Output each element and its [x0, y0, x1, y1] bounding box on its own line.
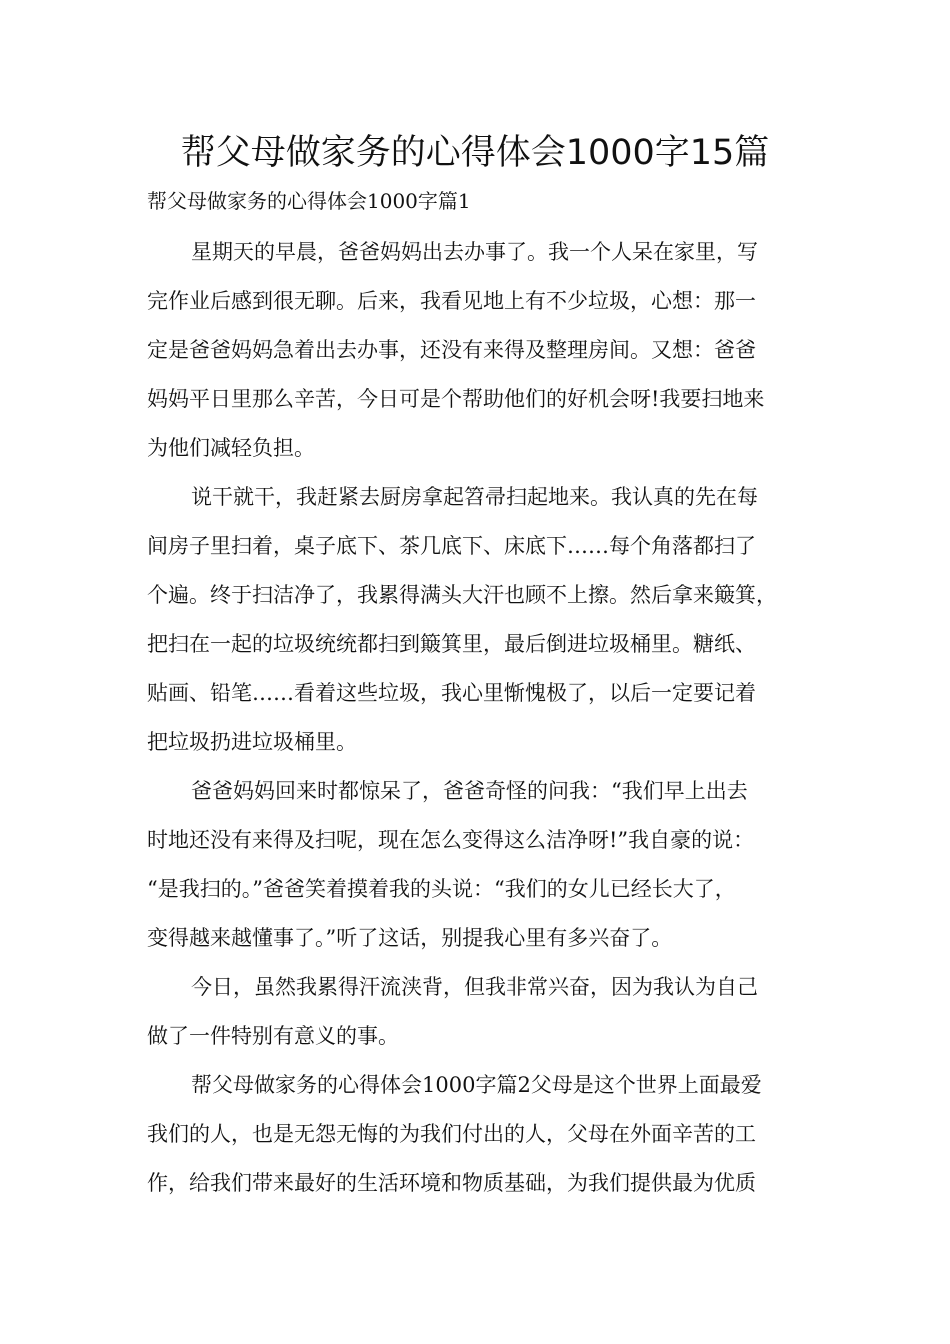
- text-line: 定是爸爸妈妈急着出去办事，还没有来得及整理房间。又想：爸爸: [147, 338, 756, 362]
- text-line: 我们的人，也是无怨无悔的为我们付出的人，父母在外面辛苦的工: [147, 1122, 756, 1146]
- text-line: 爸爸妈妈回来时都惊呆了，爸爸奇怪的问我：“我们早上出去: [191, 779, 748, 803]
- text-line: 把扫在一起的垃圾统统都扫到簸箕里，最后倒进垃圾桶里。糖纸、: [147, 632, 756, 656]
- document-title: 帮父母做家务的心得体会1000字15篇: [180, 133, 770, 173]
- text-line: 为他们减轻负担。: [147, 436, 315, 460]
- text-line: 完作业后感到很无聊。后来，我看见地上有不少垃圾，心想：那一: [147, 289, 756, 313]
- text-line: 做了一件特别有意义的事。: [147, 1024, 399, 1048]
- text-line: 时地还没有来得及扫呢，现在怎么变得这么洁净呀!”我自豪的说：: [147, 828, 755, 852]
- text-line: 妈妈平日里那么辛苦，今日可是个帮助他们的好机会呀!我要扫地来: [147, 387, 765, 411]
- text-line: 今日，虽然我累得汗流浃背，但我非常兴奋，因为我认为自己: [191, 975, 758, 999]
- paragraph-2: [147, 473, 807, 767]
- text-line: 星期天的早晨，爸爸妈妈出去办事了。我一个人呆在家里，写: [191, 240, 758, 264]
- document-body: [147, 228, 807, 1208]
- paragraph-4: [147, 963, 807, 1061]
- text-line: 作，给我们带来最好的生活环境和物质基础，为我们提供最为优质: [147, 1171, 756, 1195]
- text-line: 变得越来越懂事了。”听了这话，别提我心里有多兴奋了。: [147, 926, 673, 950]
- text-line: “是我扫的。”爸爸笑着摸着我的头说：“我们的女儿已经长大了，: [147, 877, 736, 901]
- text-line: 帮父母做家务的心得体会1000字篇2父母是这个世界上面最爱: [191, 1073, 762, 1097]
- paragraph-5: [147, 1061, 807, 1208]
- text-line: 说干就干，我赶紧去厨房拿起笤帚扫起地来。我认真的先在每: [191, 485, 758, 509]
- text-line: 贴画、铅笔……看着这些垃圾，我心里惭愧极了，以后一定要记着: [147, 681, 756, 705]
- paragraph-1: [147, 228, 807, 473]
- text-line: 间房子里扫着，桌子底下、茶几底下、床底下……每个角落都扫了: [147, 534, 756, 558]
- text-line: 把垃圾扔进垃圾桶里。: [147, 730, 357, 754]
- section-heading: 帮父母做家务的心得体会1000字篇1: [147, 189, 471, 213]
- paragraph-3: [147, 767, 807, 963]
- text-line: 个遍。终于扫洁净了，我累得满头大汗也顾不上擦。然后拿来簸箕，: [147, 583, 777, 607]
